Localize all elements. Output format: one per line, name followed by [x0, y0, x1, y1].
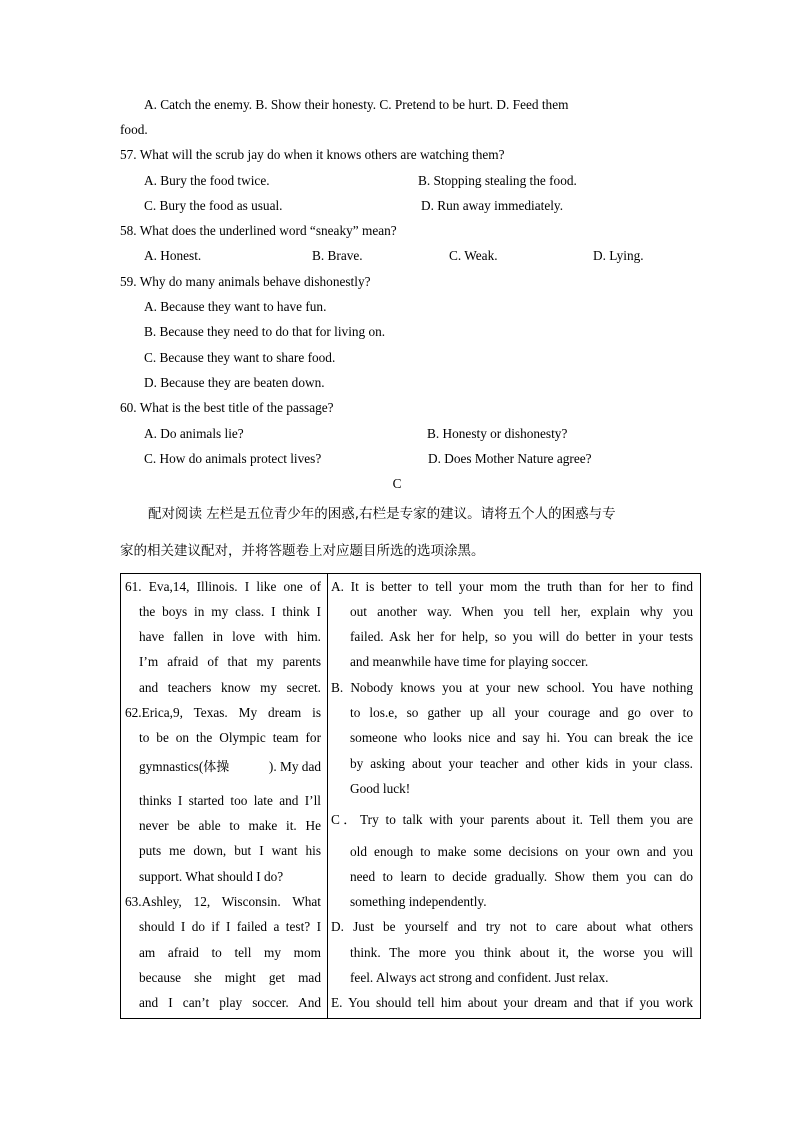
problem-line: the boys in my class. I think I	[139, 604, 321, 619]
my-dad-text: ). My dad	[268, 759, 321, 774]
q56-options: A. Catch the enemy. B. Show their honesty. C. Pretend to be hurt. D. Feed them	[144, 97, 569, 112]
q57-option-c: C. Bury the food as usual.	[144, 198, 283, 213]
advice-line: someone who looks nice and say hi. You can break the ice	[350, 730, 693, 745]
q59-option-d: D. Because they are beaten down.	[144, 375, 325, 390]
q60-option-d: D. Does Mother Nature agree?	[428, 451, 592, 466]
advice-line: A. It is better to tell your mom the truth than for her to find	[331, 579, 693, 594]
q58-option-b: B. Brave.	[312, 248, 363, 263]
advice-line: failed. Ask her for help, so you will do better in your tests	[350, 629, 693, 644]
advice-line: E. You should tell him about your dream and that if you work	[331, 995, 693, 1010]
problem-line: 63.Ashley, 12, Wisconsin. What	[125, 894, 321, 909]
advice-line: D. Just be yourself and try not to care about what others	[331, 919, 693, 934]
section-c-instruction-wrap: 家的相关建议配对，并将答题卷上对应题目所选的选项涂黑。	[120, 543, 485, 559]
column-divider	[327, 574, 328, 1018]
advice-line: something independently.	[350, 894, 487, 909]
advice-line: by asking about your teacher and other kids in your class.	[350, 756, 693, 771]
problem-line: 62.Erica,9, Texas. My dream is	[125, 705, 321, 720]
q57-option-b: B. Stopping stealing the food.	[418, 173, 577, 188]
q57-option-a: A. Bury the food twice.	[144, 173, 270, 188]
gymnastics-word: gymnastics(	[139, 759, 204, 774]
q58-option-c: C. Weak.	[449, 248, 498, 263]
advice-line: old enough to make some decisions on your own and you	[350, 844, 693, 859]
problem-line: because she might get mad	[139, 970, 321, 985]
problem-line: 61. Eva,14, Illinois. I like one of	[125, 579, 321, 594]
q59-option-a: A. Because they want to have fun.	[144, 299, 327, 314]
q56-options-wrap: food.	[120, 122, 148, 137]
problem-line: should I do if I failed a test? I	[139, 919, 321, 934]
q59-question: 59. Why do many animals behave dishonestly?	[120, 274, 371, 289]
advice-line: think. The more you think about it, the worse you will	[350, 945, 693, 960]
q59-option-c: C. Because they want to share food.	[144, 350, 336, 365]
advice-line: feel. Always act strong and confident. Just relax.	[350, 970, 609, 985]
q60-option-b: B. Honesty or dishonesty?	[427, 426, 568, 441]
q58-question: 58. What does the underlined word “sneaky” mean?	[120, 223, 397, 238]
q57-option-d: D. Run away immediately.	[421, 198, 564, 213]
problem-line: never be able to make it. He	[139, 818, 321, 833]
q60-option-c: C. How do animals protect lives?	[144, 451, 322, 466]
gymnastics-gloss: 体操	[203, 760, 230, 775]
q57-question: 57. What will the scrub jay do when it knows others are watching them?	[120, 147, 505, 162]
advice-line: B. Nobody knows you at your new school. You have nothing	[331, 680, 693, 695]
problem-line: and teachers know my secret.	[139, 680, 321, 695]
section-c-heading: C	[392, 476, 402, 491]
advice-line: and meanwhile have time for playing soccer.	[350, 654, 589, 669]
q59-option-b: B. Because they need to do that for living on.	[144, 324, 386, 339]
q60-question: 60. What is the best title of the passage?	[120, 400, 334, 415]
problem-line: to be on the Olympic team for	[139, 730, 321, 745]
advice-line: Good luck!	[350, 781, 411, 796]
advice-line: to los.e, so gather up all your courage and go over to	[350, 705, 693, 720]
problem-line: and I can’t play soccer. And	[139, 995, 321, 1010]
problem-line: puts me down, but I want his	[139, 843, 321, 858]
problem-line	[139, 759, 321, 776]
advice-line: out another way. When you tell her, explain why you	[350, 604, 693, 619]
advice-line: C．Try to talk with your parents about it. Tell them you are	[331, 812, 693, 827]
q58-option-d: D. Lying.	[593, 248, 644, 263]
matching-table	[120, 573, 701, 1019]
problem-line: support. What should I do?	[139, 869, 284, 884]
problem-line: thinks I started too late and I’ll	[139, 793, 321, 808]
problem-line: I’m afraid of that my parents	[139, 654, 321, 669]
q58-option-a: A. Honest.	[144, 248, 202, 263]
advice-line: need to learn to decide gradually. Show them you can do	[350, 869, 693, 884]
problem-line: am afraid to tell my mom	[139, 945, 321, 960]
problem-line: have fallen in love with him.	[139, 629, 321, 644]
section-c-instruction: 配对阅读 左栏是五位青少年的困惑,右栏是专家的建议。请将五个人的困惑与专	[148, 506, 616, 522]
q60-option-a: A. Do animals lie?	[144, 426, 244, 441]
